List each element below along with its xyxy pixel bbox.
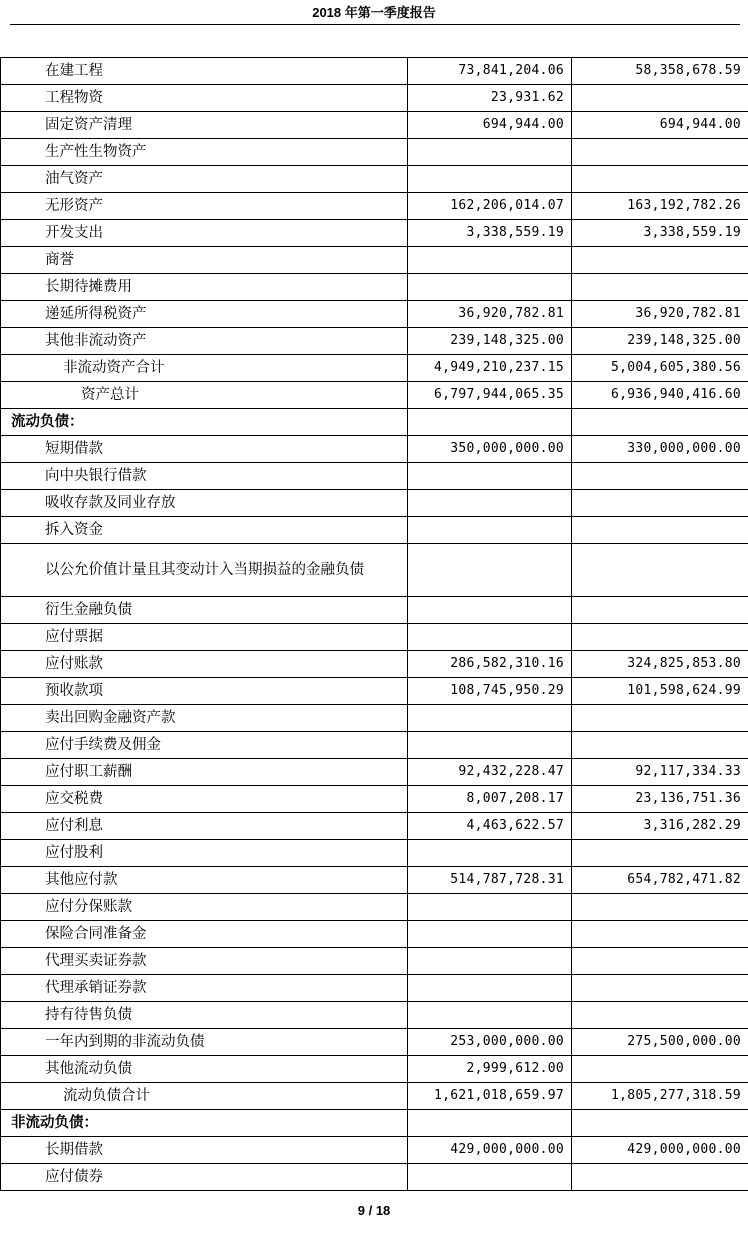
- table-row: [1, 463, 748, 490]
- prior-period-value: 429,000,000.00: [572, 1137, 748, 1164]
- prior-period-value: 275,500,000.00: [572, 1029, 748, 1056]
- prior-period-value: [572, 597, 748, 624]
- table-row: [1, 274, 748, 301]
- current-period-value: 1,621,018,659.97: [408, 1083, 572, 1110]
- table-row: [1, 355, 748, 382]
- table-row: [1, 597, 748, 624]
- table-row: [1, 85, 748, 112]
- row-label: 衍生金融负债: [1, 597, 408, 624]
- current-period-value: 162,206,014.07: [408, 193, 572, 220]
- table-row: [1, 624, 748, 651]
- current-period-value: [408, 921, 572, 948]
- current-period-value: 2,999,612.00: [408, 1056, 572, 1083]
- table-row: [1, 1029, 748, 1056]
- prior-period-value: [572, 274, 748, 301]
- prior-period-value: 3,316,282.29: [572, 813, 748, 840]
- prior-period-value: [572, 517, 748, 544]
- prior-period-value: 92,117,334.33: [572, 759, 748, 786]
- row-label: 其他流动负债: [1, 1056, 408, 1083]
- table-row: [1, 1002, 748, 1029]
- current-period-value: 36,920,782.81: [408, 301, 572, 328]
- current-period-value: [408, 705, 572, 732]
- balance-sheet-body: [1, 58, 748, 1191]
- current-period-value: [408, 166, 572, 193]
- current-period-value: 4,463,622.57: [408, 813, 572, 840]
- current-period-value: 239,148,325.00: [408, 328, 572, 355]
- row-label: 应交税费: [1, 786, 408, 813]
- prior-period-value: [572, 247, 748, 274]
- prior-period-value: 1,805,277,318.59: [572, 1083, 748, 1110]
- row-label: 卖出回购金融资产款: [1, 705, 408, 732]
- current-period-value: 73,841,204.06: [408, 58, 572, 85]
- row-label: 流动负债合计: [1, 1083, 408, 1110]
- table-row: [1, 975, 748, 1002]
- prior-period-value: 163,192,782.26: [572, 193, 748, 220]
- current-period-value: [408, 1002, 572, 1029]
- row-label: 吸收存款及同业存放: [1, 490, 408, 517]
- current-period-value: [408, 139, 572, 166]
- prior-period-value: 239,148,325.00: [572, 328, 748, 355]
- current-period-value: [408, 624, 572, 651]
- current-period-value: 253,000,000.00: [408, 1029, 572, 1056]
- row-label: 应付票据: [1, 624, 408, 651]
- current-period-value: 350,000,000.00: [408, 436, 572, 463]
- prior-period-value: [572, 544, 748, 597]
- table-row: [1, 301, 748, 328]
- table-row: [1, 1110, 748, 1137]
- current-period-value: [408, 517, 572, 544]
- row-label: 应付股利: [1, 840, 408, 867]
- table-row: [1, 867, 748, 894]
- row-label: 生产性生物资产: [1, 139, 408, 166]
- current-period-value: 514,787,728.31: [408, 867, 572, 894]
- current-period-value: [408, 463, 572, 490]
- row-label: 一年内到期的非流动负债: [1, 1029, 408, 1056]
- table-row: [1, 247, 748, 274]
- prior-period-value: [572, 1110, 748, 1137]
- row-label: 无形资产: [1, 193, 408, 220]
- row-label: 开发支出: [1, 220, 408, 247]
- row-label: 应付分保账款: [1, 894, 408, 921]
- row-label: 工程物资: [1, 85, 408, 112]
- table-row: [1, 813, 748, 840]
- prior-period-value: 23,136,751.36: [572, 786, 748, 813]
- prior-period-value: [572, 463, 748, 490]
- page-separator: /: [368, 1203, 373, 1218]
- page-number: [0, 1202, 748, 1220]
- row-label: 预收款项: [1, 678, 408, 705]
- page-header-title: 2018 年第一季度报告: [312, 5, 436, 20]
- row-label: 应付利息: [1, 813, 408, 840]
- row-label: 应付职工薪酬: [1, 759, 408, 786]
- row-label: 流动负债：: [1, 409, 408, 436]
- table-row: [1, 1164, 748, 1191]
- table-row: [1, 436, 748, 463]
- table-row: [1, 409, 748, 436]
- table-row: [1, 544, 748, 597]
- prior-period-value: [572, 921, 748, 948]
- table-row: [1, 840, 748, 867]
- current-period-value: [408, 544, 572, 597]
- table-row: [1, 517, 748, 544]
- prior-period-value: [572, 840, 748, 867]
- row-label: 长期待摊费用: [1, 274, 408, 301]
- current-period-value: [408, 247, 572, 274]
- row-label: 以公允价值计量且其变动计入当期损益的金融负债: [1, 544, 408, 597]
- prior-period-value: [572, 166, 748, 193]
- table-row: [1, 166, 748, 193]
- current-period-value: [408, 840, 572, 867]
- prior-period-value: [572, 85, 748, 112]
- current-period-value: 3,338,559.19: [408, 220, 572, 247]
- row-label: 在建工程: [1, 58, 408, 85]
- table-row: [1, 139, 748, 166]
- table-row: [1, 732, 748, 759]
- prior-period-value: [572, 1056, 748, 1083]
- table-row: [1, 382, 748, 409]
- current-period-value: 4,949,210,237.15: [408, 355, 572, 382]
- current-period-value: [408, 1110, 572, 1137]
- table-row: [1, 1137, 748, 1164]
- prior-period-value: 654,782,471.82: [572, 867, 748, 894]
- table-row: [1, 894, 748, 921]
- row-label: 其他非流动资产: [1, 328, 408, 355]
- prior-period-value: [572, 975, 748, 1002]
- prior-period-value: [572, 1164, 748, 1191]
- table-row: [1, 490, 748, 517]
- current-period-value: 108,745,950.29: [408, 678, 572, 705]
- prior-period-value: 5,004,605,380.56: [572, 355, 748, 382]
- current-period-value: 8,007,208.17: [408, 786, 572, 813]
- current-period-value: 429,000,000.00: [408, 1137, 572, 1164]
- row-label: 非流动负债：: [1, 1110, 408, 1137]
- prior-period-value: 6,936,940,416.60: [572, 382, 748, 409]
- row-label: 递延所得税资产: [1, 301, 408, 328]
- table-row: [1, 112, 748, 139]
- current-period-value: [408, 975, 572, 1002]
- prior-period-value: [572, 894, 748, 921]
- table-row: [1, 678, 748, 705]
- prior-period-value: [572, 139, 748, 166]
- prior-period-value: [572, 1002, 748, 1029]
- row-label: 代理买卖证券款: [1, 948, 408, 975]
- current-period-value: 6,797,944,065.35: [408, 382, 572, 409]
- row-label: 应付手续费及佣金: [1, 732, 408, 759]
- row-label: 非流动资产合计: [1, 355, 408, 382]
- prior-period-value: [572, 409, 748, 436]
- table-row: [1, 948, 748, 975]
- prior-period-value: [572, 948, 748, 975]
- prior-period-value: 330,000,000.00: [572, 436, 748, 463]
- page-total: 18: [375, 1203, 391, 1218]
- current-period-value: [408, 409, 572, 436]
- prior-period-value: 3,338,559.19: [572, 220, 748, 247]
- row-label: 代理承销证券款: [1, 975, 408, 1002]
- header-divider: [10, 24, 740, 25]
- current-period-value: 23,931.62: [408, 85, 572, 112]
- row-label: 保险合同准备金: [1, 921, 408, 948]
- page-current: 9: [357, 1203, 365, 1218]
- table-row: [1, 193, 748, 220]
- row-label: 油气资产: [1, 166, 408, 193]
- row-label: 应付账款: [1, 651, 408, 678]
- current-period-value: 286,582,310.16: [408, 651, 572, 678]
- current-period-value: [408, 732, 572, 759]
- table-row: [1, 1083, 748, 1110]
- prior-period-value: [572, 624, 748, 651]
- balance-sheet-table: [0, 57, 748, 1191]
- prior-period-value: 324,825,853.80: [572, 651, 748, 678]
- prior-period-value: 58,358,678.59: [572, 58, 748, 85]
- prior-period-value: [572, 705, 748, 732]
- table-row: [1, 328, 748, 355]
- current-period-value: 694,944.00: [408, 112, 572, 139]
- prior-period-value: [572, 490, 748, 517]
- row-label: 商誉: [1, 247, 408, 274]
- table-row: [1, 1056, 748, 1083]
- current-period-value: [408, 894, 572, 921]
- row-label: 资产总计: [1, 382, 408, 409]
- row-label: 应付债券: [1, 1164, 408, 1191]
- current-period-value: [408, 1164, 572, 1191]
- row-label: 其他应付款: [1, 867, 408, 894]
- prior-period-value: [572, 732, 748, 759]
- prior-period-value: 101,598,624.99: [572, 678, 748, 705]
- current-period-value: [408, 597, 572, 624]
- row-label: 短期借款: [1, 436, 408, 463]
- table-row: [1, 759, 748, 786]
- prior-period-value: 36,920,782.81: [572, 301, 748, 328]
- current-period-value: [408, 274, 572, 301]
- prior-period-value: 694,944.00: [572, 112, 748, 139]
- current-period-value: 92,432,228.47: [408, 759, 572, 786]
- table-row: [1, 921, 748, 948]
- table-row: [1, 220, 748, 247]
- table-row: [1, 705, 748, 732]
- table-row: [1, 651, 748, 678]
- current-period-value: [408, 948, 572, 975]
- row-label: 向中央银行借款: [1, 463, 408, 490]
- current-period-value: [408, 490, 572, 517]
- row-label: 持有待售负债: [1, 1002, 408, 1029]
- table-row: [1, 786, 748, 813]
- row-label: 固定资产清理: [1, 112, 408, 139]
- row-label: 长期借款: [1, 1137, 408, 1164]
- table-row: [1, 58, 748, 85]
- row-label: 拆入资金: [1, 517, 408, 544]
